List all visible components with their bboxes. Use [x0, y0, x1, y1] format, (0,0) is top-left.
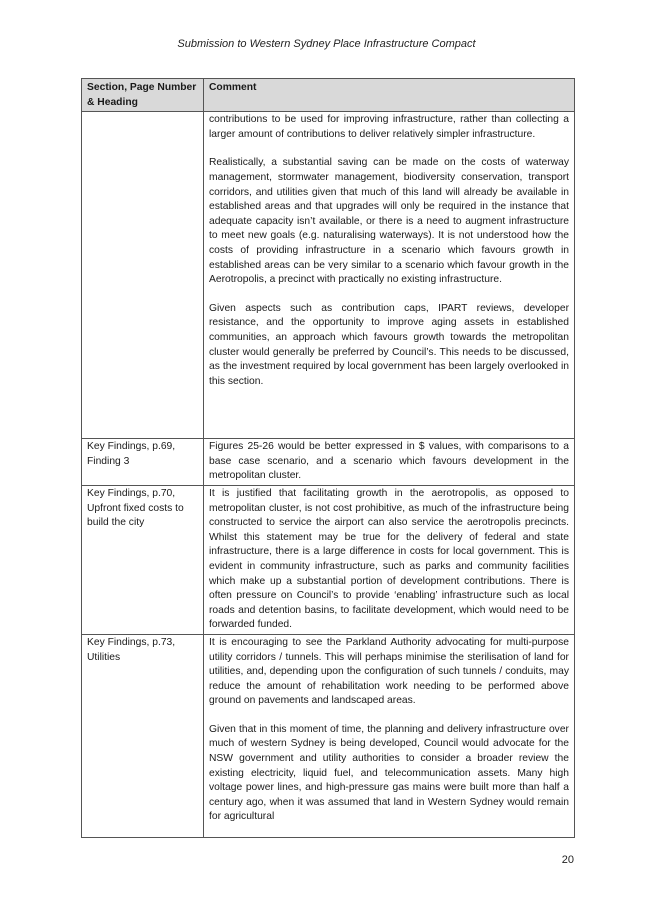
comment-paragraph: Realistically, a substantial saving can be made on the costs of waterway management, stormwater management, biodiversity conservation, transport corridors, and utilities given that much of this land will already be available in established areas and that upgrades will only be required in the instance that adequate capacity isn’t available, or there is a need to augment infrastructure to meet new goals (e.g. naturalising waterways). It is not understood how the costs of providing infrastructure in a scenario which favours growth in established areas can be very similar to a scenario which favour growth in the Aerotropolis, a precinct with practically no existing infrastructure. — [209, 157, 569, 286]
comment-cell — [204, 112, 575, 439]
running-header: Submission to Western Sydney Place Infrastructure Compact — [177, 38, 476, 50]
table-row — [82, 439, 575, 486]
table-header-row — [82, 79, 575, 112]
comment-paragraph: It is encouraging to see the Parkland Authority advocating for multi-purpose utility corridors / tunnels. This will perhaps minimise the sterilisation of land for utilities, and, depending upon the configuration of such tunnels / conduits, may reduce the amount of rehabilitation work needing to be performed above ground on pavements and landscaped areas. — [209, 636, 569, 707]
section-cell — [82, 112, 204, 439]
comment-paragraph: contributions to be used for improving infrastructure, rather than collecting a larger amount of contributions to deliver relatively simpler infrastructure. — [209, 114, 569, 140]
column-header-comment: Comment — [204, 79, 575, 112]
section-cell: Key Findings, p.70, Upfront fixed costs to build the city — [82, 485, 204, 634]
section-cell: Key Findings, p.73, Utilities — [82, 634, 204, 837]
table-row — [82, 112, 575, 439]
table-row — [82, 634, 575, 837]
comment-paragraph: Figures 25-26 would be better expressed in $ values, with comparisons to a base case scenario, and a scenario which favours development in the metropolitan cluster. — [209, 441, 569, 482]
column-header-section: Section, Page Number & Heading — [82, 79, 204, 112]
comment-cell — [204, 485, 575, 634]
comments-table — [81, 78, 575, 838]
comment-cell — [204, 634, 575, 837]
comment-paragraph: Given that in this moment of time, the planning and delivery infrastructure over much of western Sydney is being developed, Council would advocate for the NSW government and utility authorities to consider a broader review the existing electricity, liquid fuel, and telecommunication assets. Many high voltage power lines, and high-pressure gas mains were built more than half a century ago, when it was assumed that land in Western Sydney would remain for agricultural — [209, 723, 569, 823]
comment-paragraph: It is justified that facilitating growth in the aerotropolis, as opposed to metropolitan cluster, is not cost prohibitive, as much of the infrastructure being constructed to service the airport can also service the aerotropolis precincts. Whilst this statement may be true for the delivery of federal and state infrastructure, there is a large difference in costs for local government. This is evident in community infrastructure, such as parks and community facilities which make up a substantial portion of development contributions. There is often pressure on Council’s to provide ‘enabling’ infrastructure such as local roads and detention basins, to facilitate development, which would need to be forwarded funded. — [209, 487, 569, 631]
table-row — [82, 485, 575, 634]
page-number: 20 — [561, 854, 574, 866]
comment-cell — [204, 439, 575, 486]
section-cell: Key Findings, p.69, Finding 3 — [82, 439, 204, 486]
comment-paragraph: Given aspects such as contribution caps, IPART reviews, developer resistance, and the opportunity to improve aging assets in established communities, an approach which favours growth towards the metropolitan cluster would generally be preferred by Council’s. This needs to be discussed, as the investment required by local government has been largely overlooked in this section. — [209, 302, 569, 387]
